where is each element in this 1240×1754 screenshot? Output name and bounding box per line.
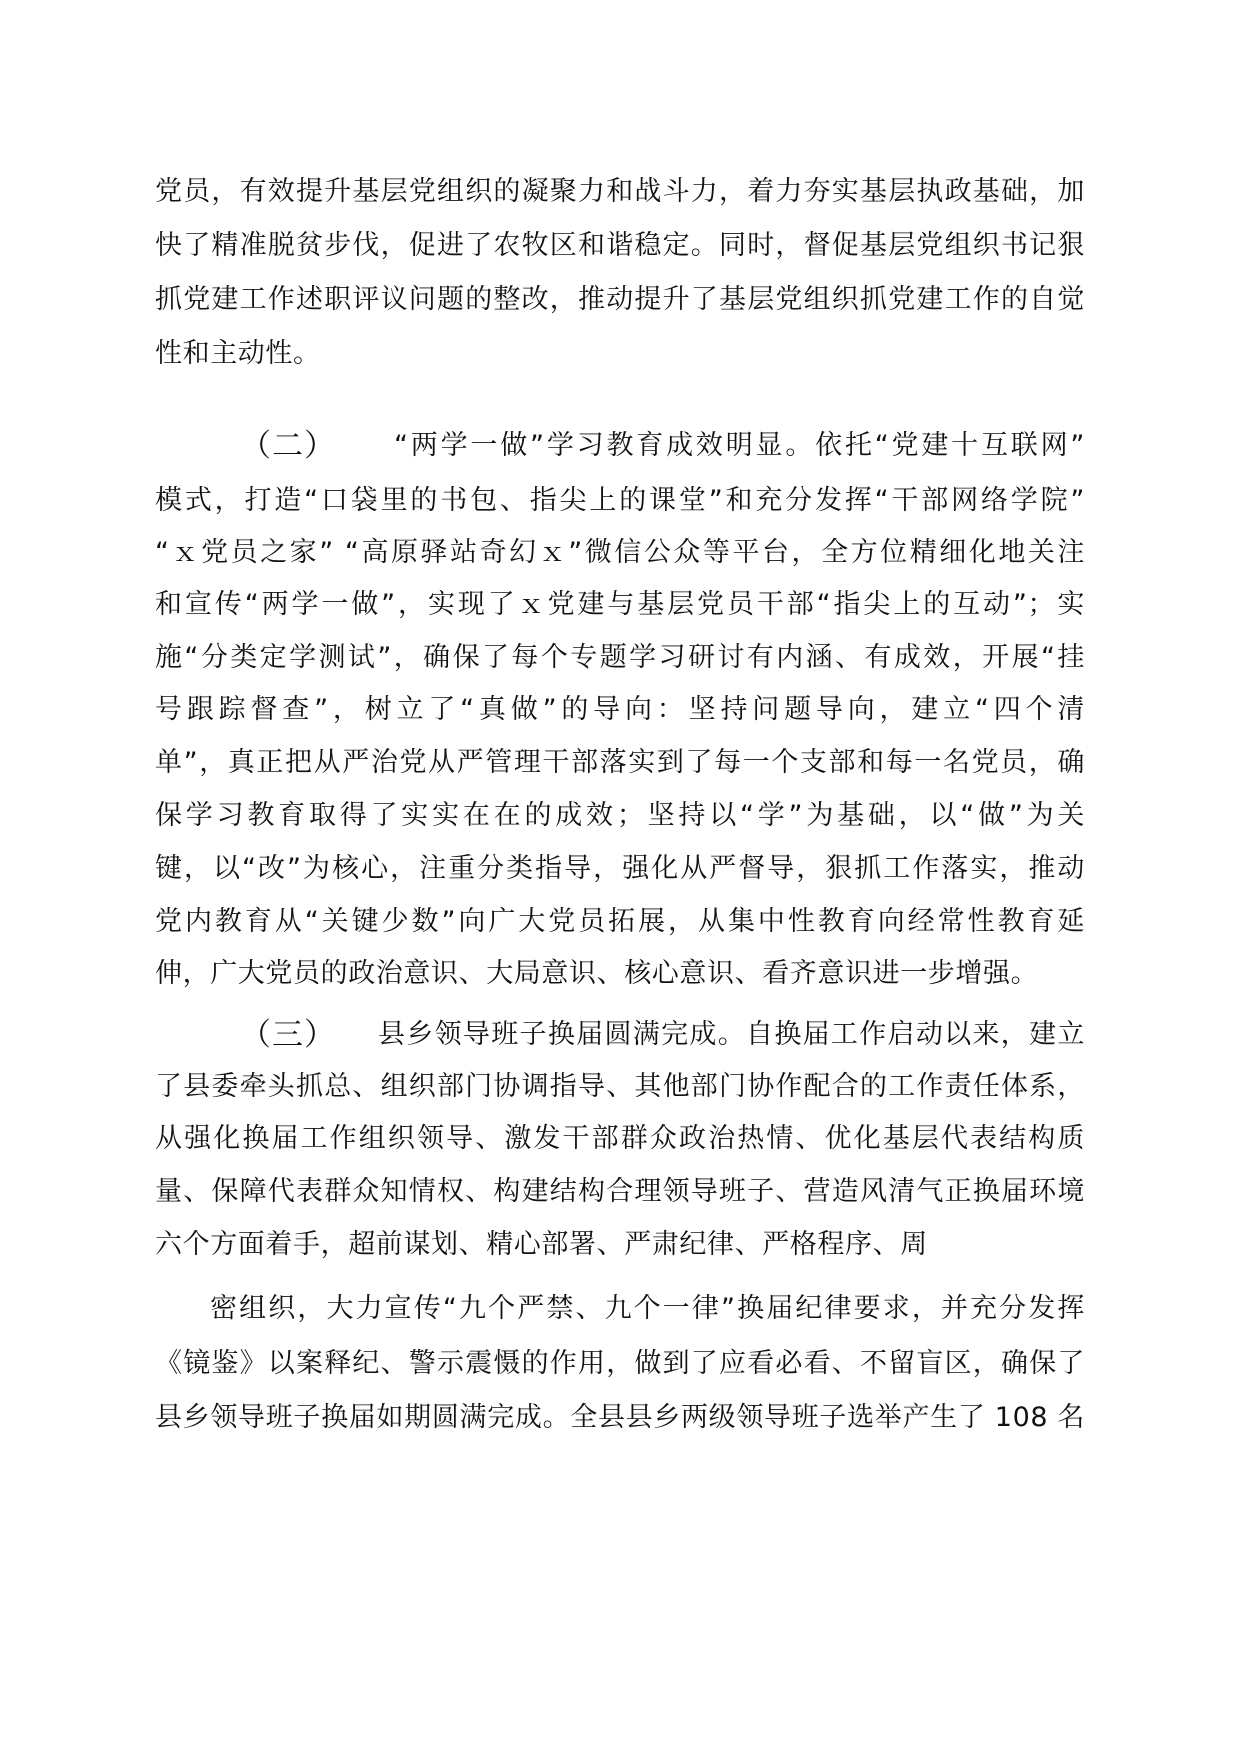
paragraph-line: 从强化换届工作组织领导、激发干部群众政治热情、优化基层代表结构质 (155, 1123, 1085, 1154)
paragraph-line: 伸，广大党员的政治意识、大局意识、核心意识、看齐意识进一步增强。 (155, 958, 1039, 989)
paragraph-line: 六个方面着手，超前谋划、精心部署、严肃纪律、严格程序、周 (155, 1229, 928, 1260)
paragraph-line: 模式，打造“口袋里的书包、指尖上的课堂”和充分发挥“干部网络学院” (155, 485, 1085, 516)
section-heading: 县乡领导班子换届圆满完成。自换届工作启动以来，建立 (378, 1019, 1085, 1050)
paragraph-line: 号跟踪督查”，树立了“真做”的导向：坚持问题导向，建立“四个清 (155, 694, 1085, 725)
paragraph-line: 县乡领导班子换届如期圆满完成。全县县乡两级领导班子选举产生了 108 名 (155, 1402, 1085, 1433)
paragraph-line: 抓党建工作述职评议问题的整改，推动提升了基层党组织抓党建工作的自觉 (155, 284, 1085, 315)
section-number: （二） (240, 428, 336, 464)
section-heading: “两学一做”学习教育成效明显。依托“党建十互联网” (394, 430, 1085, 461)
paragraph-line: 快了精准脱贫步伐，促进了农牧区和谐稳定。同时，督促基层党组织书记狠 (155, 230, 1085, 261)
paragraph-line: 施“分类定学测试”，确保了每个专题学习研讨有内涵、有成效，开展“挂 (155, 642, 1085, 673)
paragraph-line: 性和主动性。 (155, 338, 321, 369)
paragraph-line: 了县委牵头抓总、组织部门协调指导、其他部门协作配合的工作责任体系， (155, 1071, 1085, 1102)
section-number: （三） (240, 1017, 336, 1053)
paragraph-line: 单”，真正把从严治党从严管理干部落实到了每一个支部和每一名党员，确 (155, 747, 1085, 778)
paragraph-line: 密组织，大力宣传“九个严禁、九个一律”换届纪律要求，并充分发挥 (210, 1293, 1085, 1324)
paragraph-line: “ｘ党员之家” “高原驿站奇幻ｘ”微信公众等平台，全方位精细化地关注 (155, 537, 1085, 568)
paragraph-line: 党内教育从“关键少数”向广大党员拓展，从集中性教育向经常性教育延 (155, 906, 1085, 937)
paragraph-line: 和宣传“两学一做”，实现了ｘ党建与基层党员干部“指尖上的互动”；实 (155, 589, 1085, 620)
paragraph-line: 党员，有效提升基层党组织的凝聚力和战斗力，着力夯实基层执政基础，加 (155, 176, 1085, 207)
paragraph-line: 《镜鉴》以案释纪、警示震慑的作用，做到了应看必看、不留盲区，确保了 (155, 1348, 1085, 1379)
paragraph-line: 保学习教育取得了实实在在的成效；坚持以“学”为基础，以“做”为关 (155, 800, 1085, 831)
paragraph-line: 键，以“改”为核心，注重分类指导，强化从严督导，狠抓工作落实，推动 (155, 853, 1085, 884)
paragraph-line: 量、保障代表群众知情权、构建结构合理领导班子、营造风清气正换届环境 (155, 1176, 1085, 1207)
